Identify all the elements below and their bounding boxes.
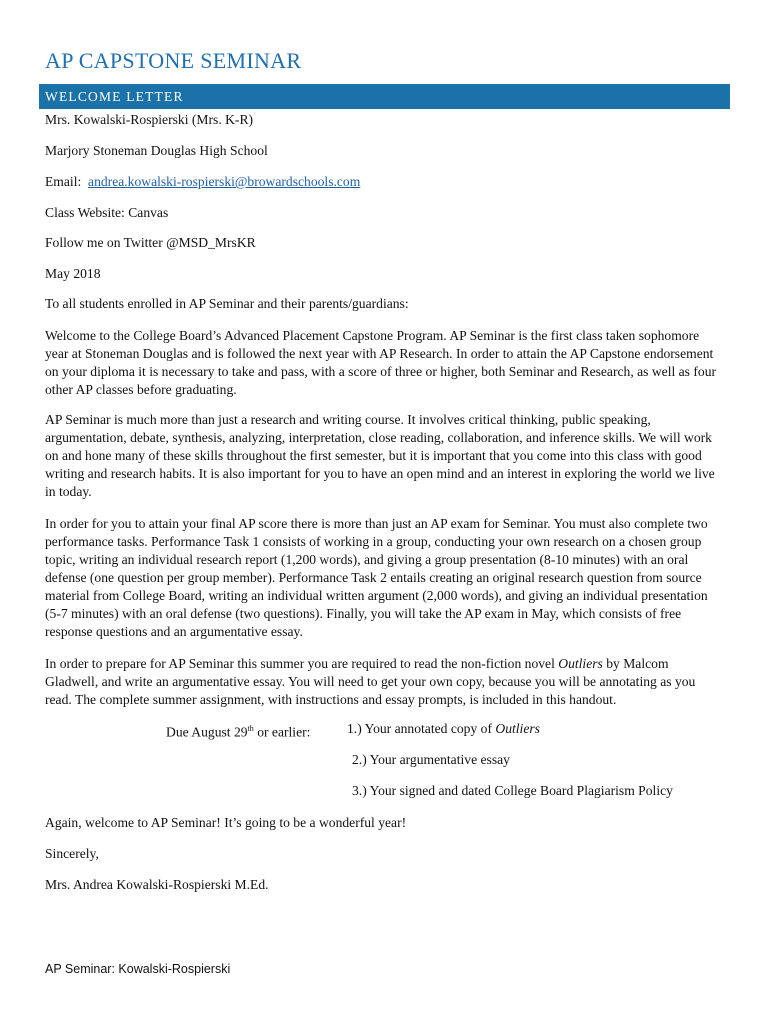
book-title: Outliers: [558, 656, 603, 671]
school-name: Marjory Stoneman Douglas High School: [45, 143, 268, 158]
teacher-name: Mrs. Kowalski-Rospierski (Mrs. K-R): [45, 112, 254, 127]
twitter-line: Follow me on Twitter @MSD_MrsKR: [45, 235, 256, 250]
page-footer: AP Seminar: Kowalski-Rospierski: [45, 962, 231, 976]
email-link[interactable]: andrea.kowalski-rospierski@browardschools.com: [88, 174, 361, 189]
welcome-banner: [39, 84, 730, 109]
sign-off: Sincerely,: [45, 846, 99, 861]
due-date: [166, 720, 310, 742]
email-label: Email:: [45, 174, 82, 189]
closing-line: Again, welcome to AP Seminar! It’s going to be a wonderful year!: [45, 815, 407, 830]
page-title: AP CAPSTONE SEMINAR: [45, 48, 302, 73]
paragraph-tasks: In order for you to attain your final AP score there is more than just an AP exam for Seminar. You must also complete two performance tasks. Performance Task 1 consists of working in a group, conducting your own research on a chosen group topic, writing an individual research report (1,200 words), and giving a group presentation (8-10 minutes) with an oral defense (one question per group member). Performance Task 2 entails creating an original research question from source material from College Board, writing an individual written argument (2,000 words), and giving an individual presentation (5-7 minutes) with an oral defense (two questions). Finally, you will take the AP exam in May, which consists of free response questions and an argumentative essay.: [45, 516, 708, 639]
due-text: Due August 29: [166, 724, 248, 740]
requirement-1-text: 1.) Your annotated copy of: [347, 721, 496, 736]
requirement-2: 2.) Your argumentative essay: [352, 752, 510, 767]
banner-label: WELCOME LETTER: [45, 89, 184, 104]
email-line: [45, 173, 725, 191]
summer-text-1: In order to prepare for AP Seminar this summer you are required to read the non-fiction novel: [45, 656, 559, 671]
salutation: To all students enrolled in AP Seminar and their parents/guardians:: [45, 296, 409, 311]
requirement-3: 3.) Your signed and dated College Board Plagiarism Policy: [352, 783, 673, 798]
paragraph-summer: [45, 655, 725, 709]
letter-date: May 2018: [45, 266, 101, 281]
paragraph-intro: Welcome to the College Board’s Advanced Placement Capstone Program. AP Seminar is the first class taken sophomore year at Stoneman Douglas and is followed the next year with AP Research. In order to attain the AP Capstone endorsement on your diploma it is necessary to take and pass, with a score of three or higher, both Seminar and Research, as well as four other AP classes before graduating.: [45, 328, 717, 397]
signature: Mrs. Andrea Kowalski-Rospierski M.Ed.: [45, 877, 269, 892]
summer-text-2: by Malcom Gladwell, and write an argumentative essay. You will need to get your own copy, because you will be annotating as you read. The complete summer assignment, with instructions and essay prompts, is included in this handout.: [45, 656, 696, 707]
due-sup: th: [247, 724, 254, 733]
due-text-after: or earlier:: [253, 724, 311, 740]
class-website: Class Website: Canvas: [45, 205, 169, 220]
paragraph-skills: AP Seminar is much more than just a research and writing course. It involves critical thinking, public speaking, argumentation, debate, synthesis, analyzing, interpretation, close reading, collaboration, and inference skills. We will work on and hone many of these skills throughout the first semester, but it is important that you come into this class with good writing and research habits. It is also important for you to have an open mind and an interest in exploring the world we live in today.: [45, 412, 715, 499]
requirement-1-title: Outliers: [495, 721, 540, 736]
requirement-1: [347, 720, 540, 738]
